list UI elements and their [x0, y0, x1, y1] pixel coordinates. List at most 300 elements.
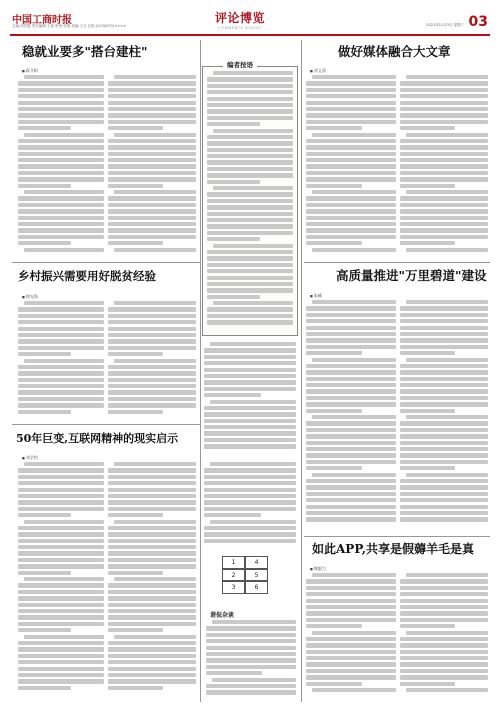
body-text-line — [400, 196, 488, 200]
body-text-line — [204, 374, 296, 378]
body-text-line — [18, 120, 104, 124]
article-1-headline: 稳就业要多"搭台建柱" — [22, 44, 148, 59]
body-text-line — [18, 158, 104, 162]
body-text-line — [24, 75, 104, 79]
body-text-line — [400, 441, 488, 445]
body-text-line — [108, 628, 163, 632]
article-4-headline: 做好媒体融合大文章 — [338, 44, 451, 59]
grid-cell: 5 — [245, 569, 268, 582]
body-text-line — [306, 409, 362, 413]
body-text-line — [24, 359, 104, 363]
body-text-line — [108, 346, 196, 350]
body-text-line — [207, 218, 293, 222]
body-text-line — [306, 326, 396, 330]
body-text-line — [18, 177, 104, 181]
body-text-line — [400, 650, 488, 654]
body-text-line — [18, 365, 104, 369]
divider — [200, 40, 201, 702]
body-text-line — [306, 338, 396, 342]
body-text-line — [207, 141, 293, 145]
article-2-headline: 乡村振兴需要用好脱贫经验 — [18, 269, 156, 283]
body-text-line — [18, 171, 104, 175]
body-text-line — [206, 665, 296, 669]
article-3-byline: ■ 刘学钧 — [22, 455, 38, 461]
body-text-line — [18, 94, 104, 98]
body-text-line — [306, 152, 396, 156]
body-text-line — [400, 498, 488, 502]
body-text-line — [306, 107, 396, 111]
body-text-line — [204, 532, 296, 536]
grid-cell: 4 — [245, 556, 268, 569]
body-text-line — [18, 209, 104, 213]
body-text-line — [108, 590, 196, 594]
body-text-line — [108, 583, 196, 587]
number-grid — [222, 556, 268, 594]
body-text-line — [306, 241, 362, 245]
body-text-line — [108, 390, 196, 394]
body-text-line — [108, 539, 196, 543]
body-text-line — [24, 520, 104, 524]
body-text-line — [108, 171, 196, 175]
body-text-line — [312, 358, 396, 362]
article-5-headline: 高质量推进"万里碧道"建设 — [336, 268, 487, 283]
body-text-line — [400, 351, 455, 355]
body-text-line — [18, 107, 104, 111]
body-text-line — [114, 577, 196, 581]
body-text-line — [108, 120, 196, 124]
body-text-line — [204, 425, 296, 429]
body-text-line — [306, 656, 396, 660]
grid-cell: 3 — [222, 581, 245, 594]
body-text-line — [108, 378, 196, 382]
body-text-line — [18, 139, 104, 143]
body-text-line — [306, 605, 396, 609]
body-text-line — [204, 368, 296, 372]
body-text-line — [108, 603, 196, 607]
body-text-line — [108, 686, 163, 690]
body-text-line — [207, 256, 293, 260]
body-text-line — [108, 488, 196, 492]
body-text-line — [18, 352, 71, 356]
article-6-byline: ■ 熊毅力 — [310, 566, 326, 572]
body-text-line — [18, 475, 104, 479]
body-text-line — [18, 488, 104, 492]
editor-note-body — [207, 71, 293, 329]
body-text-line — [18, 152, 104, 156]
body-text-line — [400, 479, 488, 483]
body-text-line — [207, 224, 293, 228]
masthead — [0, 0, 500, 36]
body-text-line — [204, 419, 296, 423]
body-text-line — [400, 579, 488, 583]
body-text-line — [400, 81, 488, 85]
body-text-line — [400, 120, 488, 124]
body-text-line — [306, 319, 396, 323]
body-text-line — [206, 671, 262, 675]
body-text-line — [18, 558, 104, 562]
body-text-line — [400, 428, 488, 432]
date-info: 2021年11月3日 星期三 — [426, 23, 464, 27]
article-3-headline: 50年巨变,互联网精神的现实启示 — [16, 432, 179, 445]
header-rule — [10, 34, 490, 36]
body-text-line — [312, 631, 396, 635]
body-text-line — [207, 84, 293, 88]
body-text-line — [306, 222, 396, 226]
body-text-line — [108, 235, 196, 239]
body-text-line — [108, 481, 196, 485]
body-text-line — [108, 564, 196, 568]
body-text-line — [18, 564, 104, 568]
body-text-line — [18, 222, 104, 226]
divider — [304, 262, 490, 263]
body-text-line — [306, 332, 396, 336]
body-text-line — [400, 88, 488, 92]
body-text-line — [204, 361, 296, 365]
body-text-line — [306, 145, 396, 149]
body-text-line — [400, 177, 488, 181]
body-text-line — [18, 390, 104, 394]
body-text-line — [306, 113, 396, 117]
body-text-line — [18, 500, 104, 504]
grid-cell: 6 — [245, 581, 268, 594]
body-text-line — [207, 314, 293, 318]
body-text-line — [108, 615, 196, 619]
body-text-line — [206, 690, 296, 694]
body-text-line — [18, 403, 104, 407]
body-text-line — [108, 403, 196, 407]
body-text-line — [18, 320, 104, 324]
body-text-line — [108, 571, 163, 575]
body-text-line — [400, 624, 455, 628]
body-text-line — [108, 365, 196, 369]
body-text-line — [400, 402, 488, 406]
body-text-line — [306, 402, 396, 406]
article-5-body — [400, 300, 488, 530]
article-1-body — [18, 75, 104, 255]
body-text-line — [400, 126, 455, 130]
body-text-line — [108, 641, 196, 645]
body-text-line — [204, 526, 296, 530]
body-text-line — [400, 485, 488, 489]
article-2-byline: ■ 徐光锋 — [22, 294, 38, 300]
body-text-line — [306, 158, 396, 162]
body-text-line — [18, 241, 71, 245]
body-text-line — [400, 409, 455, 413]
body-text-line — [207, 250, 293, 254]
body-text-line — [18, 378, 104, 382]
body-text-line — [400, 605, 488, 609]
body-text-line — [108, 333, 196, 337]
body-text-line — [207, 148, 293, 152]
body-text-line — [312, 415, 396, 419]
body-text-line — [204, 431, 296, 435]
body-text-line — [114, 359, 196, 363]
body-text-line — [204, 393, 261, 397]
body-text-line — [206, 646, 296, 650]
body-text-line — [204, 494, 296, 498]
body-text-line — [306, 611, 396, 615]
body-text-line — [306, 624, 362, 628]
body-text-line — [108, 532, 196, 536]
body-text-line — [18, 126, 71, 130]
body-text-line — [108, 81, 196, 85]
body-text-line — [18, 184, 71, 188]
article-6-body — [400, 573, 488, 697]
article-5-body — [306, 300, 396, 530]
body-text-line — [400, 241, 455, 245]
body-text-line — [18, 686, 71, 690]
body-text-line — [207, 199, 293, 203]
body-text-line — [306, 466, 362, 470]
body-text-line — [306, 306, 396, 310]
body-text-line — [204, 488, 296, 492]
body-text-line — [204, 481, 296, 485]
body-text-line — [18, 583, 104, 587]
body-text-line — [306, 101, 396, 105]
body-text-line — [400, 326, 488, 330]
body-text-line — [306, 235, 396, 239]
body-text-line — [400, 145, 488, 149]
body-text-line — [108, 526, 196, 530]
body-text-line — [108, 88, 196, 92]
body-text-line — [204, 444, 296, 448]
body-text-line — [400, 662, 488, 666]
body-text-line — [108, 494, 196, 498]
body-text-line — [400, 586, 488, 590]
body-text-line — [400, 158, 488, 162]
body-text-line — [108, 203, 196, 207]
body-text-line — [400, 139, 488, 143]
body-text-line — [18, 327, 104, 331]
body-text-line — [207, 295, 260, 299]
body-text-line — [306, 460, 396, 464]
body-text-line — [108, 94, 196, 98]
body-text-line — [400, 345, 488, 349]
body-text-line — [400, 222, 488, 226]
body-text-line — [18, 113, 104, 117]
body-text-line — [204, 438, 296, 442]
body-text-line — [18, 410, 71, 414]
body-text-line — [406, 573, 488, 577]
body-text-line — [306, 479, 396, 483]
page-title: 评论博览 — [214, 11, 265, 25]
paper-info: 主编:刘芳霞 责任编辑:王欢 审校:张明 美编:王月 总机:(023)6372×××× — [12, 24, 126, 28]
body-text-line — [108, 410, 163, 414]
body-text-line — [18, 307, 104, 311]
body-text-line — [406, 248, 488, 252]
body-text-line — [108, 216, 196, 220]
body-text-line — [18, 101, 104, 105]
body-text-line — [114, 462, 196, 466]
body-text-line — [400, 164, 488, 168]
column-body — [206, 620, 296, 698]
body-text-line — [108, 327, 196, 331]
page-number: 03 — [468, 14, 488, 30]
body-text-line — [108, 222, 196, 226]
body-text-line — [400, 505, 488, 509]
body-text-line — [207, 237, 260, 241]
body-text-line — [306, 345, 396, 349]
body-text-line — [406, 415, 488, 419]
body-text-line — [108, 307, 196, 311]
body-text-line — [400, 364, 488, 368]
body-text-line — [400, 209, 488, 213]
grid-cell: 1 — [222, 556, 245, 569]
body-text-line — [207, 231, 293, 235]
body-text-line — [306, 669, 396, 673]
body-text-line — [18, 468, 104, 472]
body-text-line — [400, 389, 488, 393]
body-text-line — [306, 184, 362, 188]
body-text-line — [306, 351, 362, 355]
body-text-line — [207, 135, 293, 139]
body-text-line — [400, 107, 488, 111]
body-text-line — [306, 447, 396, 451]
body-text-line — [108, 397, 196, 401]
body-text-line — [306, 177, 396, 181]
body-text-line — [24, 635, 104, 639]
body-text-line — [400, 319, 488, 323]
body-text-line — [312, 190, 396, 194]
body-text-line — [400, 338, 488, 342]
body-text-line — [204, 412, 296, 416]
body-text-line — [108, 145, 196, 149]
body-text-line — [207, 192, 293, 196]
body-text-line — [400, 447, 488, 451]
body-text-line — [306, 492, 396, 496]
body-text-line — [406, 473, 488, 477]
body-text-line — [18, 628, 71, 632]
body-text-line — [108, 314, 196, 318]
body-text-line — [18, 235, 104, 239]
body-text-line — [400, 599, 488, 603]
body-text-line — [18, 603, 104, 607]
body-text-line — [306, 120, 396, 124]
article-5-byline: ■ 朱峰 — [310, 293, 322, 299]
body-text-line — [400, 611, 488, 615]
body-text-line — [108, 101, 196, 105]
body-text-line — [204, 468, 296, 472]
body-text-line — [312, 300, 396, 304]
body-text-line — [18, 673, 104, 677]
page-subtitle: COMMENTS DIGEST — [218, 26, 262, 30]
body-text-line — [306, 88, 396, 92]
body-text-line — [18, 660, 104, 664]
body-text-line — [400, 216, 488, 220]
body-text-line — [312, 248, 396, 252]
page-title-box — [212, 9, 268, 31]
body-text-line — [24, 301, 104, 305]
body-text-line — [312, 688, 396, 692]
body-text-line — [400, 235, 488, 239]
body-text-line — [108, 177, 196, 181]
body-text-line — [114, 635, 196, 639]
body-text-line — [312, 133, 396, 137]
body-text-line — [108, 558, 196, 562]
body-text-line — [306, 421, 396, 425]
body-text-line — [312, 473, 396, 477]
body-text-line — [400, 94, 488, 98]
body-text-line — [108, 673, 196, 677]
body-text-line — [108, 647, 196, 651]
body-text-line — [213, 301, 293, 305]
body-text-line — [400, 637, 488, 641]
body-text-line — [108, 152, 196, 156]
body-text-line — [400, 592, 488, 596]
body-text-line — [18, 590, 104, 594]
body-text-line — [24, 462, 104, 466]
body-text-line — [24, 577, 104, 581]
body-text-line — [204, 387, 296, 391]
body-text-line — [306, 396, 396, 400]
body-text-line — [108, 371, 196, 375]
body-text-line — [306, 517, 396, 521]
body-text-line — [18, 397, 104, 401]
body-text-line — [400, 682, 455, 686]
body-text-line — [400, 332, 488, 336]
body-text-line — [207, 122, 260, 126]
body-text-line — [24, 190, 104, 194]
body-text-line — [207, 288, 293, 292]
body-text-line — [18, 551, 104, 555]
body-text-line — [306, 209, 396, 213]
body-text-line — [400, 171, 488, 175]
body-text-line — [206, 639, 296, 643]
body-text-line — [406, 300, 488, 304]
body-text-line — [18, 571, 71, 575]
body-text-line — [207, 205, 293, 209]
article-4-body — [400, 75, 488, 255]
body-text-line — [213, 186, 293, 190]
body-text-line — [306, 662, 396, 666]
divider — [301, 40, 302, 702]
body-text-line — [207, 173, 293, 177]
article-3-body — [18, 462, 104, 696]
body-text-line — [306, 126, 362, 130]
body-text-line — [18, 384, 104, 388]
article-2-body — [108, 301, 196, 417]
body-text-line — [18, 615, 104, 619]
body-text-line — [400, 184, 455, 188]
body-text-line — [108, 126, 163, 130]
body-text-line — [306, 453, 396, 457]
body-text-line — [207, 77, 293, 81]
body-text-line — [108, 468, 196, 472]
body-text-line — [18, 679, 104, 683]
body-text-line — [212, 620, 296, 624]
body-text-line — [212, 678, 296, 682]
body-text-line — [406, 190, 488, 194]
body-text-line — [24, 248, 104, 252]
body-text-line — [18, 526, 104, 530]
body-text-line — [306, 682, 362, 686]
body-text-line — [400, 460, 488, 464]
body-text-line — [108, 158, 196, 162]
body-text-line — [207, 180, 260, 184]
body-text-line — [108, 513, 163, 517]
body-text-line — [18, 539, 104, 543]
body-text-line — [306, 618, 396, 622]
body-text-line — [406, 358, 488, 362]
body-text-line — [18, 314, 104, 318]
body-text-line — [306, 586, 396, 590]
article-3-body — [204, 342, 296, 452]
editor-note-title: 编者按语 — [223, 60, 257, 69]
article-4-body — [306, 75, 396, 255]
body-text-line — [207, 320, 293, 324]
paper-name: 中国工商时报 — [12, 15, 72, 26]
body-text-line — [400, 113, 488, 117]
